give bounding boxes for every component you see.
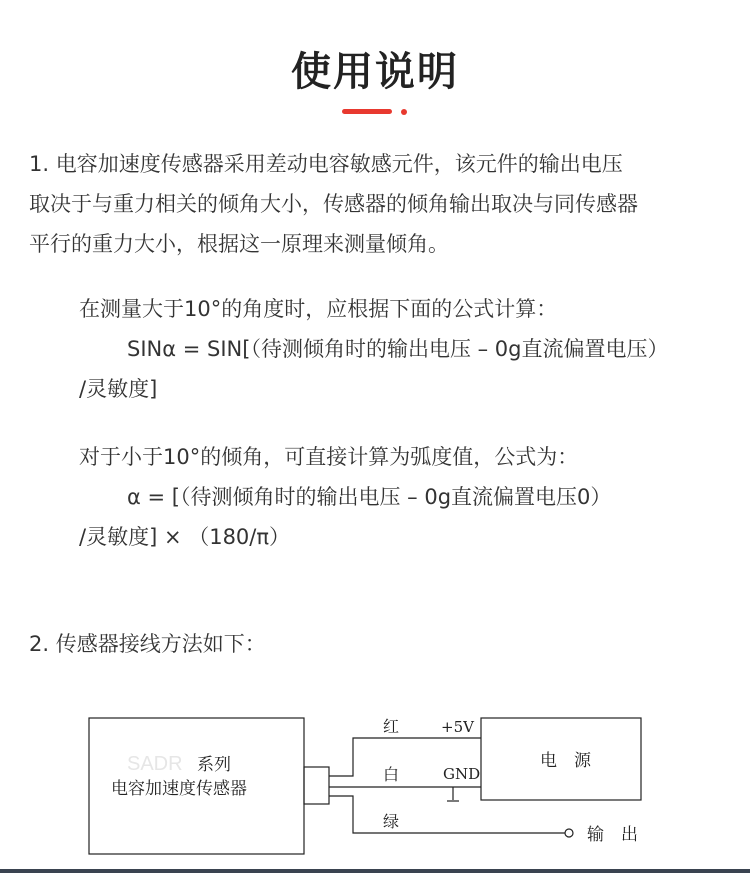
- section2-heading: 2. 传感器接线方法如下：: [29, 632, 266, 656]
- wire-red-label: 红: [383, 717, 400, 736]
- bottom-divider: [0, 869, 750, 873]
- section1-line: 取决于与重力相关的倾角大小，传感器的倾角输出取决与同传感器: [29, 192, 638, 216]
- output-terminal: [565, 829, 573, 837]
- section1-paragraph: [29, 144, 638, 264]
- page-title: 使用说明: [291, 49, 459, 95]
- watermark-text: SADR: [127, 753, 183, 775]
- section1-line: 1. 电容加速度传感器采用差动电容敏感元件，该元件的输出电压: [29, 152, 623, 176]
- formula2-intro: 对于小于10°的倾角，可直接计算为弧度值，公式为：: [79, 445, 579, 469]
- output-label: 输 出: [587, 825, 638, 845]
- wiring-diagram: [0, 700, 750, 873]
- power-label: 电 源: [540, 751, 591, 771]
- formula1-line2: /灵敏度]: [79, 377, 158, 401]
- formula1-intro: 在测量大于10°的角度时，应根据下面的公式计算：: [79, 297, 558, 321]
- gnd-label: GND: [443, 765, 481, 783]
- section1-line: 平行的重力大小，根据这一原理来测量倾角。: [29, 232, 449, 256]
- vplus-label: +5V: [441, 718, 474, 736]
- sensor-series-label: 系列: [197, 755, 231, 775]
- formula2-line1: α = [（待测倾角时的输出电压 – 0g直流偏置电压0）: [127, 485, 612, 509]
- title-accent-bar: [342, 109, 392, 114]
- formula1-line1: SINα = SIN[（待测倾角时的输出电压 – 0g直流偏置电压）: [127, 337, 669, 361]
- formula2-line2: /灵敏度] × （180/π）: [79, 525, 291, 549]
- title-accent-dot: [401, 109, 407, 115]
- wire-white-label: 白: [383, 765, 400, 784]
- formula2-block: [79, 437, 611, 557]
- wire-green-label: 绿: [383, 812, 400, 831]
- connector-box: [304, 767, 329, 804]
- formula1-block: [79, 289, 669, 409]
- sensor-name-label: 电容加速度传感器: [111, 779, 247, 799]
